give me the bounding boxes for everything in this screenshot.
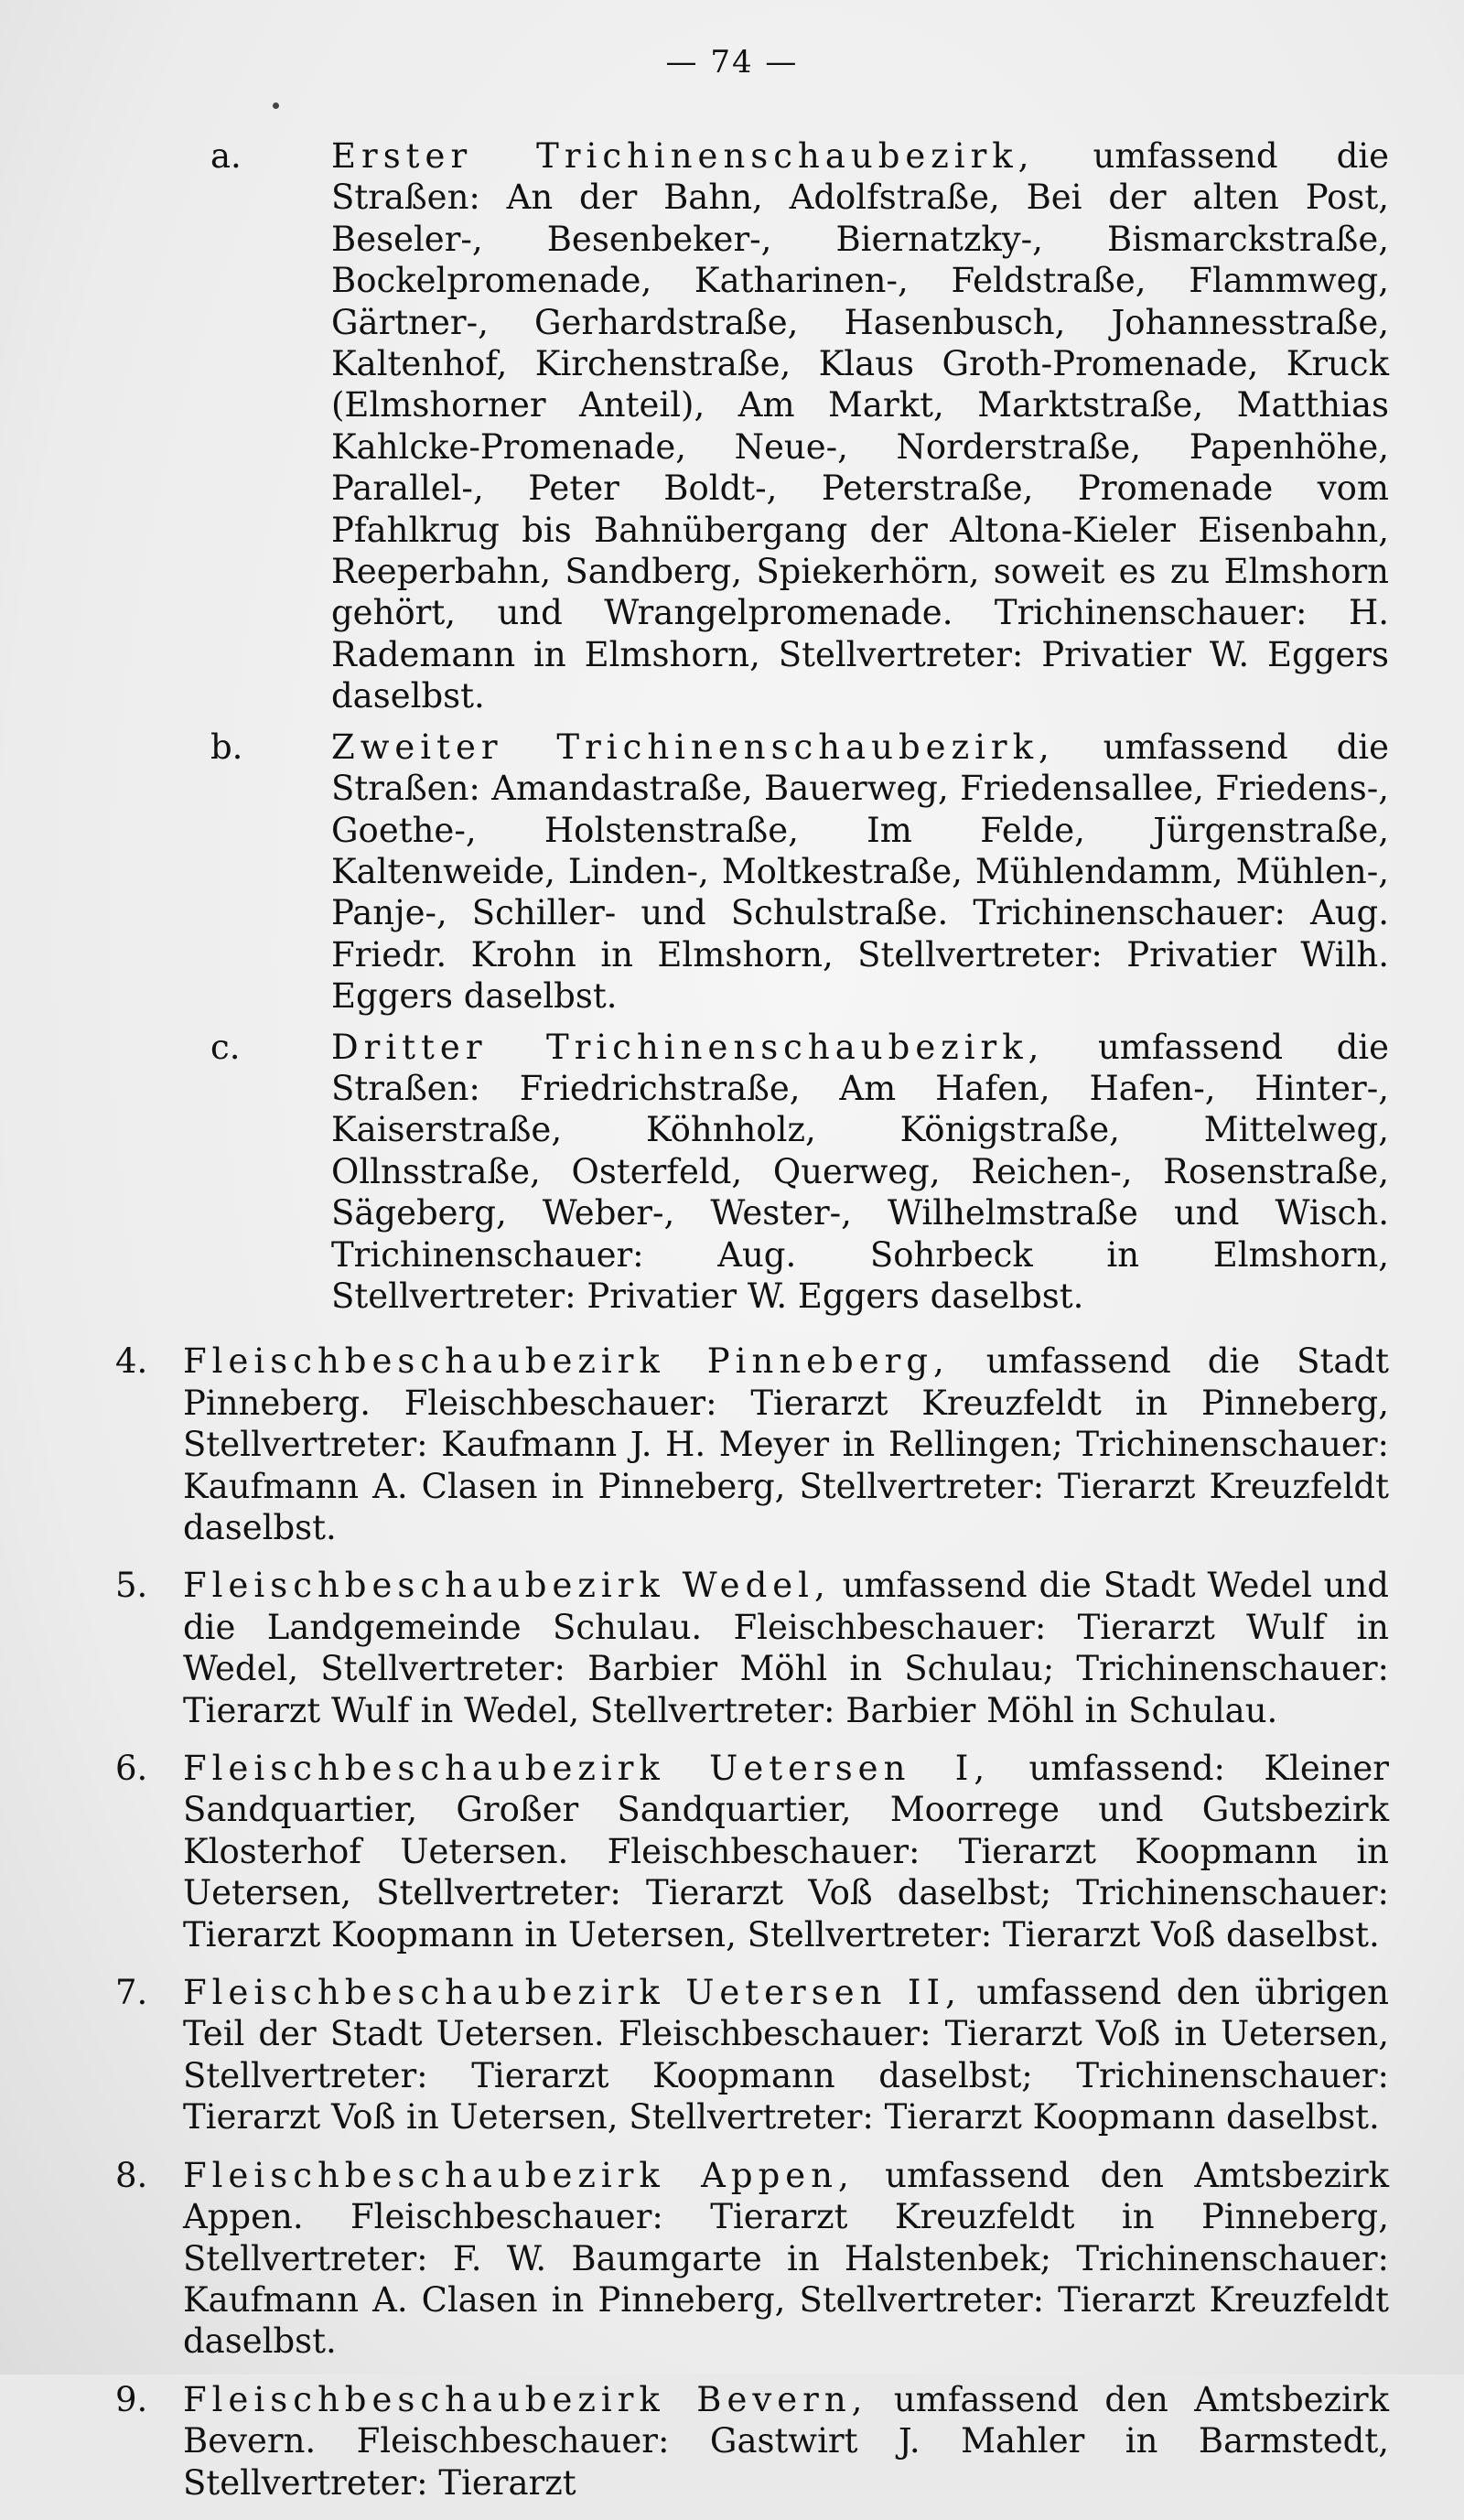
entry-text: umfassend die Straßen: Amandastraße, Bauerweg, Friedensallee, Friedens-, Goethe-, Holstenstraße, Im Felde, Jürgenstraße, Kaltenweide, Linden-, Moltkestraße, Mühlendamm, Mühlen-, Panje-, Schiller- und Schulstraße. Trichinenschauer: Aug. Friedr. Krohn in Elmshorn, Stellvertreter: Privatier Wilh. Eggers daselbst.	[331, 727, 1389, 1017]
entry-lead: Erster Trichinenschaubezirk,	[331, 136, 1035, 176]
entry-marker: 6.	[115, 1749, 148, 1789]
entry-marker: b.	[210, 727, 243, 767]
entry-lead: Fleischbeschaubezirk Pinneberg,	[183, 1341, 950, 1382]
page-body	[115, 135, 1389, 2520]
entry-marker: 9.	[115, 2379, 148, 2419]
entry-text: umfassend die Stadt Wedel und die Landgemeinde Schulau. Fleischbeschauer: Tierarzt Wulf in Wedel, Stellvertreter: Barbier Möhl in Schulau; Trichinenschauer: Tierarzt Wulf in Wedel, Stellvertreter: Barbier Möhl in Schulau.	[183, 1566, 1389, 1730]
district-entry-9	[115, 2379, 1389, 2504]
entry-text: umfassend den übrigen Teil der Stadt Uetersen. Fleischbeschauer: Tierarzt Voß in Uetersen, Stellvertreter: Tierarzt Koopmann daselbst; Trichinenschauer: Tierarzt Voß in Uetersen, Stellvertreter: Tierarzt Koopmann daselbst.	[183, 1973, 1389, 2138]
entry-marker: c.	[210, 1027, 241, 1067]
entry-text: umfassend den Amtsbezirk Bevern. Fleischbeschauer: Gastwirt J. Mahler in Barmstedt, Stellvertreter: Tierarzt	[183, 2379, 1389, 2503]
entry-lead: Fleischbeschaubezirk Wedel,	[183, 1566, 831, 1606]
entry-lead: Fleischbeschaubezirk Uetersen I,	[183, 1749, 991, 1789]
district-entry-c	[183, 1027, 1389, 1318]
entry-lead: Zweiter Trichinenschaubezirk,	[331, 727, 1055, 767]
ink-speck	[273, 102, 279, 109]
entry-marker: 4.	[115, 1341, 148, 1382]
entry-text: umfassend den Amtsbezirk Appen. Fleischbeschauer: Tierarzt Kreuzfeldt in Pinneberg, Stellvertreter: F. W. Baumgarte in Halstenbek; Trichinenschauer: Kaufmann A. Clasen in Pinneberg, Stellvertreter: Tierarzt Kreuzfeldt daselbst.	[183, 2155, 1389, 2362]
entry-text: umfassend: Kleiner Sandquartier, Großer Sandquartier, Moorrege und Gutsbezirk Klosterhof Uetersen. Fleischbeschauer: Tierarzt Koopmann in Uetersen, Stellvertreter: Tierarzt Voß daselbst; Trichinenschauer: Tierarzt Koopmann in Uetersen, Stellvertreter: Tierarzt Voß daselbst.	[183, 1749, 1389, 1955]
district-entry-5	[115, 1565, 1389, 1731]
entry-lead: Dritter Trichinenschaubezirk,	[331, 1027, 1045, 1067]
entry-marker: a.	[210, 136, 242, 176]
entry-text: umfassend die Straßen: Friedrichstraße, Am Hafen, Hafen-, Hinter-, Kaiserstraße, Köhnholz, Königstraße, Mittelweg, Ollnsstraße, Osterfeld, Querweg, Reichen-, Rosenstraße, Sägeberg, Weber-, Wester-, Wilhelmstraße und Wisch. Trichinenschauer: Aug. Sohrbeck in Elmshorn, Stellvertreter: Privatier W. Eggers daselbst.	[331, 1027, 1389, 1316]
district-entry-6	[115, 1748, 1389, 1955]
entry-text: umfassend die Stadt Pinneberg. Fleischbeschauer: Tierarzt Kreuzfeldt in Pinneberg, Stellvertreter: Kaufmann J. H. Meyer in Rellingen; Trichinenschauer: Kaufmann A. Clasen in Pinneberg, Stellvertreter: Tierarzt Kreuzfeldt daselbst.	[183, 1341, 1389, 1547]
entry-lead: Fleischbeschaubezirk Bevern,	[183, 2379, 868, 2419]
district-entry-7	[115, 1972, 1389, 2138]
entry-marker: 7.	[115, 1973, 148, 2013]
entry-marker: 8.	[115, 2155, 148, 2195]
entry-lead: Fleischbeschaubezirk Appen,	[183, 2155, 855, 2195]
district-entry-4	[115, 1341, 1389, 1548]
entry-lead: Fleischbeschaubezirk Uetersen II,	[183, 1973, 962, 2013]
page-number: — 74 —	[665, 44, 799, 81]
district-entry-a	[183, 135, 1389, 717]
entry-marker: 5.	[115, 1566, 148, 1606]
entry-text: umfassend die Straßen: An der Bahn, Adolfstraße, Bei der alten Post, Beseler-, Besenbeker-, Biernatzky-, Bismarckstraße, Bockelpromenade, Katharinen-, Feldstraße, Flammweg, Gärtner-, Gerhardstraße, Hasenbusch, Johannesstraße, Kaltenhof, Kirchenstraße, Klaus Groth-Promenade, Kruck (Elmshorner Anteil), Am Markt, Marktstraße, Matthias Kahlcke-Promenade, Neue-, Norderstraße, Papenhöhe, Parallel-, Peter Boldt-, Peterstraße, Promenade vom Pfahlkrug bis Bahnübergang der Altona-Kieler Eisenbahn, Reeperbahn, Sandberg, Spiekerhörn, soweit es zu Elmshorn gehört, und Wrangelpromenade. Trichinenschauer: H. Rademann in Elmshorn, Stellvertreter: Privatier W. Eggers daselbst.	[331, 136, 1389, 716]
district-entry-b	[183, 727, 1389, 1018]
district-entry-8	[115, 2155, 1389, 2363]
